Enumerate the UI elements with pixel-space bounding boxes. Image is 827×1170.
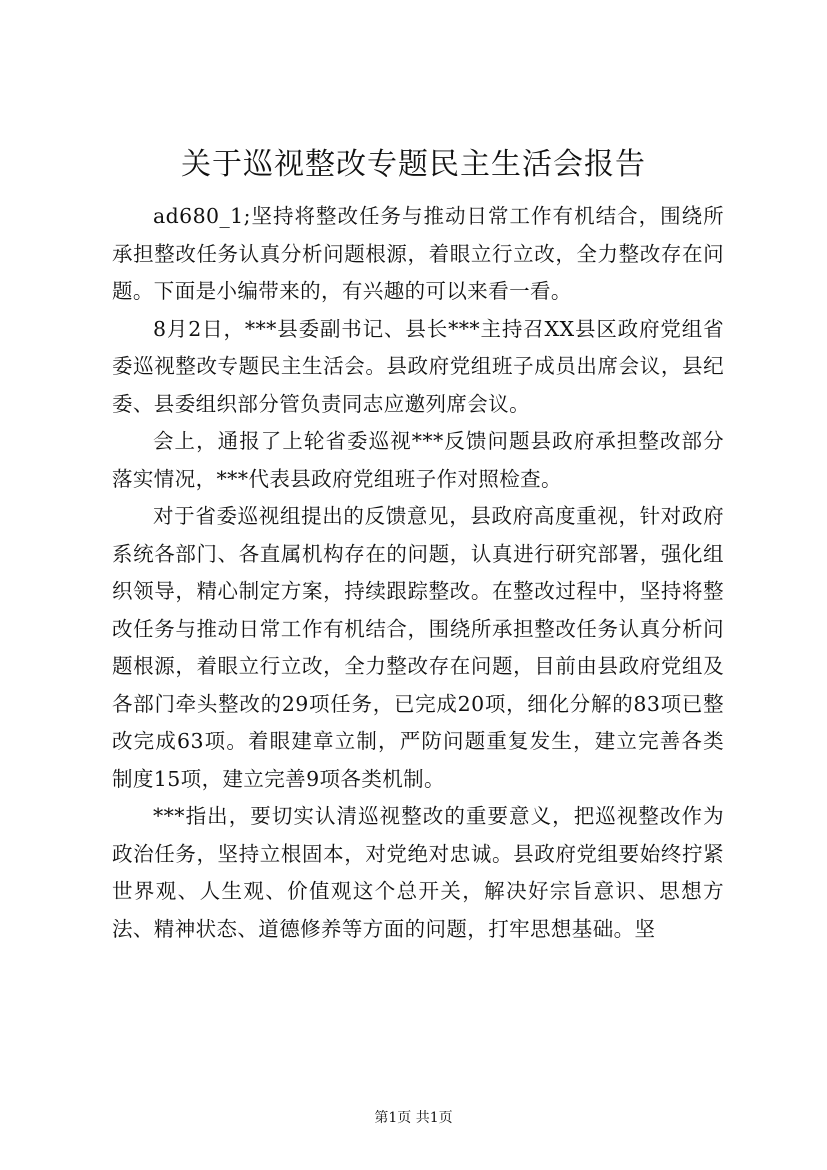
paragraph-intro: ad680_1;坚持将整改任务与推动日常工作有机结合，围绕所承担整改任务认真分析问题根源，着眼立行立改，全力整改存在问题。下面是小编带来的，有兴趣的可以来看一看。 xyxy=(112,204,724,303)
document-body xyxy=(112,198,724,948)
paragraph-meeting: 8月2日，***县委副书记、县长***主持召XX县区政府党组省委巡视整改专题民主生活会。县政府党组班子成员出席会议，县纪委、县委组织部分管负责同志应邀列席会议。 xyxy=(112,316,724,416)
paragraph-report: 会上，通报了上轮省委巡视***反馈问题县政府承担整改部分落实情况，***代表县政府党组班子作对照检查。 xyxy=(112,429,724,491)
paragraph-remarks: ***指出，要切实认清巡视整改的重要意义，把巡视整改作为政治任务，坚持立根固本，对党绝对忠诚。县政府党组要始终拧紧世界观、人生观、价值观这个总开关，解决好宗旨意识、思想方法、精神状态、道德修养等方面的问题，打牢思想基础。坚 xyxy=(112,804,724,941)
document-title: 关于巡视整改专题民主生活会报告 xyxy=(181,147,646,182)
page-footer: 第1页 共1页 xyxy=(374,1110,453,1126)
paragraph-rectification: 对于省委巡视组提出的反馈意见，县政府高度重视，针对政府系统各部门、各直属机构存在的问题，认真进行研究部署，强化组织领导，精心制定方案，持续跟踪整改。在整改过程中，坚持将整改任务与推动日常工作有机结合，围绕所承担整改任务认真分析问题根源，着眼立行立改，全力整改存在问题，目前由县政府党组及各部门牵头整改的29项任务，已完成20项，细化分解的83项已整改完成63项。着眼建章立制，严防问题重复发生，建立完善各类制度15项，建立完善9项各类机制。 xyxy=(112,504,724,791)
